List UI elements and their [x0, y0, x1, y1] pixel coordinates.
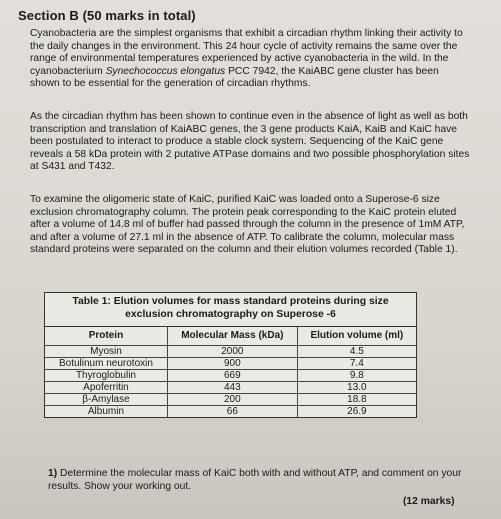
- paragraph-intro-text-b: PCC 7942, the KaiABC gene cluster has been shown to be essential for the generation of circadian rhythms.: [30, 65, 439, 90]
- cell-mass: 669: [167, 370, 297, 382]
- marks-label: (12 marks): [403, 496, 455, 507]
- cell-mass: 2000: [167, 346, 297, 358]
- question-number: 1): [48, 468, 58, 479]
- table-header-row: [45, 327, 416, 346]
- paragraph-experiment: To examine the oligomeric state of KaiC, purified KaiC was loaded onto a Superose-6 size exclusion chromatography column. The protein peak corresponding to the KaiC protein eluted after a volume of 14.8 ml of buffer had passed through the column in the presence of 1mM ATP, and after a volume of 27.1 ml in the absence of ATP. To calibrate the column, molecular mass standard proteins were separated on the column and their elution volumes recorded (Table 1).: [30, 194, 465, 256]
- elution-table: [44, 292, 417, 418]
- paragraph-intro-text-a: Cyanobacteria are the simplest organisms that exhibit a circadian rhythm linking their activity to the daily changes in the environment. This 24 hour cycle of activity remains the same over the range of environmental temperatures experienced by active cyanobacteria in the wild. In the cyanobacterium: [30, 28, 463, 77]
- question-1: [48, 468, 468, 493]
- header-elution: Elution volume (ml): [297, 327, 416, 346]
- cell-protein: Botulinum neurotoxin: [45, 358, 167, 370]
- header-mass: Molecular Mass (kDa): [167, 327, 297, 346]
- cell-mass: 900: [167, 358, 297, 370]
- table-row: [45, 382, 416, 394]
- table-row: [45, 406, 416, 418]
- header-protein: Protein: [45, 327, 167, 346]
- table-row: [45, 358, 416, 370]
- cell-elution: 9.8: [297, 370, 416, 382]
- paragraph-intro: [30, 28, 470, 91]
- table-row: [45, 370, 416, 382]
- cell-mass: 200: [167, 394, 297, 406]
- cell-protein: Apoferritin: [45, 382, 167, 394]
- cell-protein: Myosin: [45, 346, 167, 358]
- section-heading: Section B (50 marks in total): [18, 8, 196, 23]
- table-row: [45, 394, 416, 406]
- species-name: Synechococcus elongatus: [105, 65, 226, 77]
- paragraph-kai-genes: As the circadian rhythm has been shown to continue even in the absence of light as well as both transcription and translation of KaiABC genes, the 3 gene products KaiA, KaiB and KaiC have been postulated to interact to produce a stable clock system. Sequencing of the KaiC gene reveals a 58 kDa protein with 2 putative ATPase domains and two possible phosphorylation sites at S431 and T432.: [30, 111, 470, 173]
- cell-protein: Thyroglobulin: [45, 370, 167, 382]
- cell-elution: 26.9: [297, 406, 416, 418]
- cell-protein: Albumin: [45, 406, 167, 418]
- cell-protein: β-Amylase: [45, 394, 167, 406]
- cell-mass: 66: [167, 406, 297, 418]
- table-row: [45, 346, 416, 358]
- elution-data-table: [45, 327, 416, 417]
- cell-mass: 443: [167, 382, 297, 394]
- cell-elution: 4.5: [297, 346, 416, 358]
- cell-elution: 7.4: [297, 358, 416, 370]
- cell-elution: 18.8: [297, 394, 416, 406]
- question-text: Determine the molecular mass of KaiC both with and without ATP, and comment on your results. Show your working out.: [48, 468, 462, 492]
- cell-elution: 13.0: [297, 382, 416, 394]
- table-caption: Table 1: Elution volumes for mass standard proteins during size exclusion chromatography on Superose -6: [45, 293, 416, 327]
